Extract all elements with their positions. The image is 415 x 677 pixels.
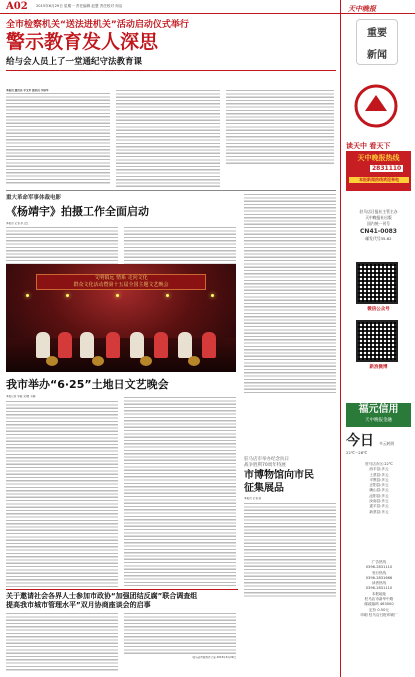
lead-col-3	[226, 89, 334, 165]
film-col-2	[124, 226, 236, 266]
film-col-1	[6, 226, 118, 266]
notice-col-1	[6, 612, 118, 672]
issue-meta: 2015年6月29日 星期一 责任编辑 赵慧 责任校对 何洁	[36, 4, 123, 8]
page-number: A02	[6, 1, 28, 12]
performer	[178, 332, 192, 358]
contact-item: 本报地址	[371, 591, 387, 596]
weather-item: 正阳县:多云	[369, 483, 389, 488]
museum-kicker-2: 战争胜利70周年特展	[244, 463, 286, 468]
qr-code-icon[interactable]	[356, 320, 398, 362]
publisher-line: 国内统一刊号	[367, 221, 390, 226]
film-kicker: 重大革命军事体裁电影	[6, 195, 62, 201]
publisher-line: 天中晚报社出版	[365, 215, 392, 220]
stage-light	[211, 294, 214, 297]
film-byline: 本报讯 记者 李卫红	[6, 222, 29, 225]
important-label: 重要	[367, 28, 387, 39]
section-divider	[6, 190, 336, 191]
film-story	[6, 193, 240, 266]
performer	[58, 332, 72, 358]
hotline-title: 天中晚报热线	[357, 154, 400, 162]
stage-banner	[36, 274, 206, 290]
banner-line-2: 群众文化活动暨第十五届全国主题文艺晚会	[73, 282, 169, 288]
contact-item: 印刷 驻马店日报印刷厂	[360, 612, 398, 617]
weather-item: 泌阳县:多云	[369, 493, 389, 498]
important-news-box	[356, 19, 398, 65]
lead-body	[6, 89, 336, 189]
news-label: 新闻	[367, 50, 387, 61]
publisher-line: 驻马店日报社主管主办	[359, 209, 398, 214]
performer	[80, 332, 94, 358]
film-title: 《杨靖宇》拍摄工作全面启动	[6, 205, 149, 218]
stage-photo	[6, 264, 236, 372]
weather-item: 确山县:多云	[369, 488, 389, 493]
contact-list	[349, 560, 409, 618]
notice-col-2	[124, 612, 236, 656]
contact-item: 0396-2831666	[365, 575, 393, 580]
gala-byline: 本报记者 李丽 文/图 韦刚	[6, 395, 36, 398]
museum-kicker-1: 驻马店市举办纪念抗日	[244, 457, 289, 462]
cppcc-notice	[6, 587, 238, 672]
notice-footer: 驻马店市政协办公室 2015年6月29日	[192, 656, 236, 659]
sponsor-ad	[346, 403, 411, 427]
contact-item: 定价 0.50元	[369, 607, 389, 612]
stage-light	[116, 294, 119, 297]
drum	[188, 356, 200, 366]
weather-day: 今日	[346, 433, 374, 449]
museum-top-text	[244, 193, 336, 393]
contact-item: 邮政编码 463000	[364, 602, 394, 607]
contact-item: 0396-2831110	[365, 565, 393, 570]
museum-title-1: 市博物馆向市民	[244, 470, 314, 481]
stage-light	[66, 294, 69, 297]
gala-col-1	[6, 400, 118, 590]
weather-item: 遂平县:多云	[369, 504, 389, 509]
right-column	[340, 0, 415, 677]
performer	[130, 332, 144, 358]
weather-item: 西平县:多云	[369, 467, 389, 472]
brand-emblem-icon	[351, 81, 401, 131]
hotline-sub: 本报新闻热线欢迎来电	[349, 177, 409, 183]
tagline: 读天中 看天下	[346, 142, 391, 150]
qr-code-icon[interactable]	[356, 262, 398, 304]
sponsor-sub: 天中晚报金融	[365, 418, 392, 423]
lead-text-block	[6, 92, 110, 184]
performer	[154, 332, 168, 358]
qr-caption: 微信公众号	[367, 307, 390, 312]
contact-item: 广告热线	[371, 560, 387, 564]
lead-story	[6, 17, 336, 74]
contact-item: 0396-2831110	[365, 586, 393, 591]
performer	[36, 332, 50, 358]
publisher-info	[346, 209, 411, 242]
performer	[202, 332, 216, 358]
museum-body	[244, 502, 336, 598]
banner-line-1: 文明镇远 情系 走向文化	[94, 275, 148, 281]
stage-light	[166, 294, 169, 297]
weather-desc: 多云转阴	[379, 441, 395, 446]
contact-item: 发行热线	[371, 570, 387, 575]
gala-col-2	[124, 396, 236, 586]
hotline-ad	[346, 151, 411, 191]
divider	[6, 70, 336, 71]
lead-byline: 本报讯 通讯员 李文华 通讯员 李保华	[6, 89, 49, 92]
notice-title-1: 关于邀请社会各界人士参加市政协“加强团结反腐”联合调查组	[6, 592, 198, 600]
notice-body	[6, 612, 238, 672]
lead-col-1	[6, 89, 110, 184]
weather-item: 新蔡县:多云	[369, 509, 389, 514]
drum	[92, 356, 104, 366]
divider	[6, 589, 238, 590]
lead-kicker: 全市检察机关“送法进机关”活动启动仪式举行	[6, 20, 189, 30]
gala-title: 我市举办“6·25”土地日文艺晚会	[6, 378, 169, 391]
museum-story	[244, 193, 336, 603]
weather-item: 平舆县:多云	[369, 477, 389, 482]
lead-subhead: 给与会人员上了一堂通纪守法教育课	[6, 57, 143, 67]
weather-list	[349, 462, 409, 515]
weather-temp: 22℃~28℃	[346, 450, 368, 455]
contact-item: 读者热线	[371, 581, 387, 586]
paper-logo: 天中晚报	[348, 4, 376, 13]
museum-byline: 本报讯 记者 赵	[244, 497, 262, 500]
weather-item: 驻马店市区:22℃	[365, 462, 393, 466]
notice-title-2: 提高我市城市管理水平”双月协商座谈会的启事	[6, 601, 151, 609]
museum-title-2: 征集展品	[244, 483, 284, 494]
hotline-phone: 2831110	[372, 165, 402, 172]
film-body	[6, 226, 240, 266]
stage-light	[26, 294, 29, 297]
contact-item: 驻马店市新华中路	[364, 597, 394, 602]
performer	[106, 332, 120, 358]
weather-box	[346, 430, 411, 455]
postal-code: 邮发代号35-62	[365, 236, 392, 241]
weather-item: 上蔡县:多云	[369, 472, 389, 477]
drum	[140, 356, 152, 366]
lead-col-2	[116, 89, 220, 187]
lead-headline: 警示教育发人深思	[6, 31, 159, 53]
drum	[46, 356, 58, 366]
qr-caption: 新浪微博	[369, 365, 388, 370]
sponsor-title: 福元信用	[358, 404, 399, 415]
cn-code: CN41-0083	[360, 228, 397, 235]
weather-item: 汝南县:多云	[369, 499, 389, 504]
